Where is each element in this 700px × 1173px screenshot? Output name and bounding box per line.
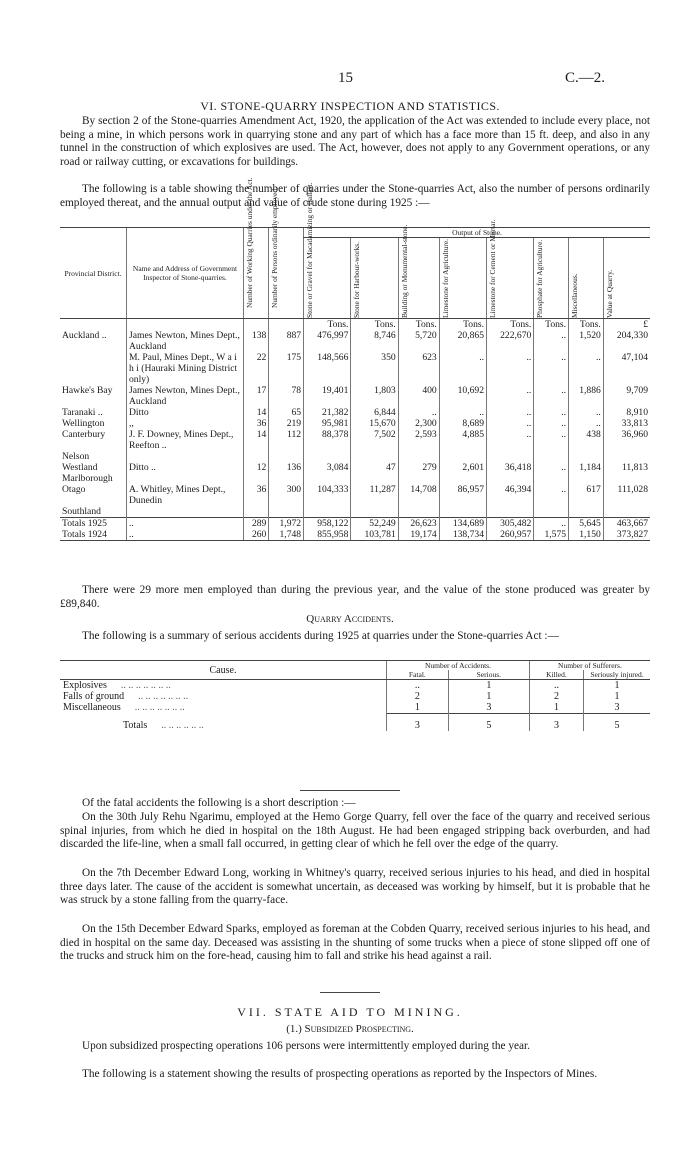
fatal-accidents-intro: Of the fatal accidents the following is a short description :—	[82, 797, 356, 809]
cell-phosphate: ..	[534, 352, 569, 385]
cell-lime-ag: 20,865	[439, 330, 486, 352]
section-6-paragraph-1: By section 2 of the Stone-quarries Amendment Act, 1920, the application of the Act was extended to include every place, not being a mine, in which persons work in quarrying stone and any part of which has a face more than 15 ft. deep, and also in any tunnel in the construction of which explosives are used. The Act, however, does not apply to any Government operations, or any road or railway cutting, or excavations for buildings.	[60, 115, 650, 168]
accident-cause: Miscellaneous	[63, 702, 121, 714]
cell-harbour: 15,670	[351, 418, 398, 429]
cell-building: 279	[398, 462, 439, 473]
table-row	[60, 506, 650, 518]
col-lime-cement: Limestone for Cement or Mortar.	[488, 219, 497, 318]
cell-district: Taranaki ..	[62, 407, 103, 418]
col-value: Value at Quarry.	[604, 269, 614, 318]
cell-phosphate: ..	[534, 407, 569, 418]
cell-quarries: 14	[244, 429, 269, 451]
cell-phosphate	[534, 506, 569, 518]
accident-description-2: On the 7th December Edward Long, working in Whitney's quarry, received serious injuries to his head, and died in hospital three days later. The cause of the accident is somewhat uncertain, as deceased was working by himself, but it is probable that he was struck by a stone falling from the quarry-face.	[60, 867, 650, 907]
cell-persons: 887	[269, 330, 304, 352]
cell-misc	[569, 451, 604, 462]
cell-phosphate: ..	[534, 330, 569, 352]
cell-macadam: 21,382	[304, 407, 351, 418]
accidents-row	[60, 702, 650, 714]
cell-lime-ag: ..	[439, 407, 486, 418]
cell-district: Westland	[62, 462, 98, 473]
col-persons: Number of Persons ordinarily employed.	[270, 187, 280, 308]
col-misc: Miscellaneous.	[570, 273, 580, 318]
totals-macadam: 855,958	[304, 529, 351, 541]
cell-value: 11,813	[603, 462, 650, 473]
table-row	[60, 352, 650, 385]
unit-label: Tons.	[351, 319, 398, 331]
cell-lime-cement: 36,418	[487, 462, 534, 473]
cell-lime-cement	[487, 473, 534, 484]
cell-quarries	[244, 451, 269, 462]
cell-phosphate: ..	[534, 429, 569, 451]
unit-label: Tons.	[569, 319, 604, 331]
cell-value: 8,910	[603, 407, 650, 418]
cell-persons: 300	[269, 484, 304, 506]
cell-misc: ..	[569, 407, 604, 418]
table-row	[60, 462, 650, 473]
accident-fatal: ..	[387, 680, 449, 692]
cell-persons: 175	[269, 352, 304, 385]
cell-quarries: 36	[244, 484, 269, 506]
cell-district: Nelson	[62, 451, 90, 462]
accident-injured: 3	[584, 702, 651, 714]
leader-dots: .. .. .. .. .. ..	[161, 719, 204, 731]
totals-label: Totals 1924	[60, 529, 127, 541]
accident-injured: 1	[584, 691, 651, 702]
cell-persons: 219	[269, 418, 304, 429]
accident-cause: Totals	[123, 719, 148, 731]
cell-lime-cement: 222,670	[487, 330, 534, 352]
accident-cause-cell	[60, 702, 387, 714]
totals-building: 26,623	[398, 518, 439, 530]
accident-killed: 2	[529, 691, 583, 702]
totals-misc: 5,645	[569, 518, 604, 530]
cell-lime-cement: ..	[487, 385, 534, 407]
cell-misc: 617	[569, 484, 604, 506]
cell-harbour	[351, 451, 398, 462]
cell-harbour: 7,502	[351, 429, 398, 451]
cell-value: 36,960	[603, 429, 650, 451]
cell-macadam	[304, 506, 351, 518]
col-killed: Killed.	[529, 670, 583, 680]
table-row	[60, 418, 650, 429]
cell-inspector: James Newton, Mines Dept., Auckland	[127, 330, 244, 352]
unit-label: £	[603, 319, 650, 331]
cell-building	[398, 506, 439, 518]
cell-macadam: 88,378	[304, 429, 351, 451]
totals-harbour: 103,781	[351, 529, 398, 541]
cell-district: Canterbury	[62, 429, 106, 440]
cell-building: 623	[398, 352, 439, 385]
cell-macadam: 148,566	[304, 352, 351, 385]
cell-harbour	[351, 506, 398, 518]
leader-dots: .. .. .. .. .. .. ..	[134, 702, 185, 714]
cell-lime-cement: ..	[487, 429, 534, 451]
cell-quarries	[244, 506, 269, 518]
col-fatal: Fatal.	[387, 670, 449, 680]
cell-macadam: 3,084	[304, 462, 351, 473]
cell-persons: 112	[269, 429, 304, 451]
totals-persons: 1,972	[269, 518, 304, 530]
cell-inspector: J. F. Downey, Mines Dept., Reefton ..	[127, 429, 244, 451]
page-number: 15	[338, 70, 353, 86]
cell-inspector: Ditto	[127, 407, 244, 418]
col-quarries: Number of Working Quarries under the Act.	[245, 177, 254, 308]
accident-injured: 5	[584, 714, 651, 732]
cell-macadam: 104,333	[304, 484, 351, 506]
cell-lime-cement	[487, 451, 534, 462]
unit-label: Tons.	[304, 319, 351, 331]
cell-misc: 1,886	[569, 385, 604, 407]
cell-value: 47,104	[603, 352, 650, 385]
cell-lime-cement: ..	[487, 352, 534, 385]
col-injured: Seriously injured.	[584, 670, 651, 680]
accidents-table-body	[60, 680, 650, 732]
table-row	[60, 451, 650, 462]
cell-building: 5,720	[398, 330, 439, 352]
accidents-row	[60, 680, 650, 692]
accident-killed: 3	[529, 714, 583, 732]
quarry-table-body	[60, 319, 650, 541]
totals-quarries: 260	[244, 529, 269, 541]
table-row	[60, 429, 650, 451]
cell-building	[398, 473, 439, 484]
cell-misc: 1,184	[569, 462, 604, 473]
cell-phosphate: ..	[534, 385, 569, 407]
totals-quarries: 289	[244, 518, 269, 530]
cell-lime-ag: 10,692	[439, 385, 486, 407]
cell-quarries	[244, 473, 269, 484]
cell-building: 400	[398, 385, 439, 407]
accident-cause-cell	[60, 691, 387, 702]
col-cause: Cause.	[60, 661, 387, 680]
cell-district: Marlborough	[62, 473, 113, 484]
cell-value: 204,330	[603, 330, 650, 352]
cell-harbour: 6,844	[351, 407, 398, 418]
cell-persons: 136	[269, 462, 304, 473]
cell-lime-ag: 4,885	[439, 429, 486, 451]
accident-description-1: On the 30th July Rehu Ngarimu, employed at the Hemo Gorge Quarry, fell over the face of the quarry and received serious spinal injuries, from which he died in hospital on the 18th August. He had been engaged stripping back overburden, and had discarded the life-line, when a small fall occurred, in getting clear of which he fell over the edge of the quarry.	[60, 811, 650, 851]
col-lime-ag: Limestone for Agriculture.	[440, 238, 450, 318]
cell-lime-cement	[487, 506, 534, 518]
cell-inspector: M. Paul, Mines Dept., W a i h i (Hauraki Mining District only)	[127, 352, 244, 385]
divider	[300, 790, 400, 791]
cell-harbour: 11,287	[351, 484, 398, 506]
totals-building: 19,174	[398, 529, 439, 541]
page-header	[0, 70, 700, 90]
cell-lime-ag	[439, 473, 486, 484]
col-inspector: Name and Address of Government Inspector of Stone-quarries.	[127, 228, 244, 319]
cell-quarries: 12	[244, 462, 269, 473]
totals-dots: ..	[127, 529, 244, 541]
leader-dots: .. .. .. .. .. .. ..	[138, 691, 189, 702]
cell-persons: 65	[269, 407, 304, 418]
cell-phosphate: ..	[534, 418, 569, 429]
totals-phosphate: ..	[534, 518, 569, 530]
totals-harbour: 52,249	[351, 518, 398, 530]
cell-lime-cement: ..	[487, 407, 534, 418]
cell-inspector	[127, 506, 244, 518]
cell-macadam: 476,997	[304, 330, 351, 352]
cell-lime-ag	[439, 451, 486, 462]
table-row	[60, 330, 650, 352]
col-serious: Serious.	[448, 670, 529, 680]
cell-quarries: 17	[244, 385, 269, 407]
accident-killed: ..	[529, 680, 583, 692]
cell-harbour: 8,746	[351, 330, 398, 352]
cell-lime-cement: 46,394	[487, 484, 534, 506]
output-header: Output of Stone.	[304, 228, 650, 238]
cell-misc: 438	[569, 429, 604, 451]
accidents-total-row	[60, 714, 650, 732]
accident-fatal: 1	[387, 702, 449, 714]
accident-cause-cell	[60, 714, 387, 732]
col-harbour: Stone for Harbour-works.	[352, 242, 362, 318]
cell-inspector: ,,	[127, 418, 244, 429]
totals-phosphate: 1,575	[534, 529, 569, 541]
cell-harbour: 1,803	[351, 385, 398, 407]
section-7-subtitle: (1.) Subsidized Prospecting.	[286, 1023, 414, 1035]
cell-misc: 1,520	[569, 330, 604, 352]
cell-district: Southland	[62, 506, 101, 517]
totals-lime-ag: 134,689	[439, 518, 486, 530]
cell-inspector: James Newton, Mines Dept., Auckland	[127, 385, 244, 407]
cell-value: 111,028	[603, 484, 650, 506]
totals-dots: ..	[127, 518, 244, 530]
totals-macadam: 958,122	[304, 518, 351, 530]
cell-phosphate	[534, 473, 569, 484]
cell-misc: ..	[569, 418, 604, 429]
totals-value: 373,827	[603, 529, 650, 541]
cell-phosphate: ..	[534, 462, 569, 473]
cell-lime-ag	[439, 506, 486, 518]
cell-persons	[269, 506, 304, 518]
section-6-title: VI. STONE-QUARRY INSPECTION AND STATISTICS.	[200, 99, 500, 113]
accident-cause-cell	[60, 680, 387, 692]
cell-macadam	[304, 473, 351, 484]
cell-value: 9,709	[603, 385, 650, 407]
col-phosphate: Phosphate for Agriculture.	[535, 239, 545, 318]
accidents-intro: The following is a summary of serious accidents during 1925 at quarries under the Stone-quarries Act :—	[82, 630, 559, 642]
cell-district: Hawke's Bay	[62, 385, 113, 396]
cell-lime-cement: ..	[487, 418, 534, 429]
unit-label: Tons.	[534, 319, 569, 331]
col-district: Provincial District.	[60, 228, 127, 319]
cell-lime-ag: 86,957	[439, 484, 486, 506]
totals-lime-cement: 260,957	[487, 529, 534, 541]
cell-value	[603, 506, 650, 518]
units-row	[60, 319, 650, 331]
unit-label: Tons.	[439, 319, 486, 331]
unit-label: Tons.	[487, 319, 534, 331]
col-num-accidents: Number of Accidents.	[387, 661, 530, 671]
cell-building: 14,708	[398, 484, 439, 506]
cell-misc	[569, 473, 604, 484]
cell-inspector	[127, 451, 244, 462]
cell-persons: 78	[269, 385, 304, 407]
totals-lime-ag: 138,734	[439, 529, 486, 541]
cell-inspector: A. Whitley, Mines Dept., Dunedin	[127, 484, 244, 506]
cell-quarries: 138	[244, 330, 269, 352]
cell-macadam: 95,981	[304, 418, 351, 429]
unit-label: Tons.	[398, 319, 439, 331]
cell-quarries: 22	[244, 352, 269, 385]
accidents-heading: Quarry Accidents.	[306, 613, 394, 625]
table-row	[60, 473, 650, 484]
totals-label: Totals 1925	[60, 518, 127, 530]
cell-quarries: 14	[244, 407, 269, 418]
cell-inspector	[127, 473, 244, 484]
cell-value	[603, 473, 650, 484]
col-macadam: Stone or Gravel for Macadamizing or Ballast.	[305, 182, 315, 318]
cell-harbour: 350	[351, 352, 398, 385]
cell-macadam: 19,401	[304, 385, 351, 407]
cell-building	[398, 451, 439, 462]
accident-serious: 1	[448, 680, 529, 692]
table-row	[60, 385, 650, 407]
cell-lime-ag: 2,601	[439, 462, 486, 473]
accident-serious: 1	[448, 691, 529, 702]
accident-killed: 1	[529, 702, 583, 714]
cell-lime-ag: ..	[439, 352, 486, 385]
cell-building: ..	[398, 407, 439, 418]
totals-lime-cement: 305,482	[487, 518, 534, 530]
cell-quarries: 36	[244, 418, 269, 429]
accident-serious: 5	[448, 714, 529, 732]
cell-misc	[569, 506, 604, 518]
paragraph-after-table: There were 29 more men employed than during the previous year, and the value of the stone produced was greater by £89,840.	[60, 584, 650, 610]
totals-value: 463,667	[603, 518, 650, 530]
accident-serious: 3	[448, 702, 529, 714]
cell-phosphate: ..	[534, 484, 569, 506]
accident-injured: 1	[584, 680, 651, 692]
accidents-row	[60, 691, 650, 702]
cell-district: Otago	[62, 484, 86, 495]
accident-cause: Falls of ground	[63, 691, 125, 702]
cell-phosphate	[534, 451, 569, 462]
section-7-title: VII. STATE AID TO MINING.	[237, 1005, 463, 1019]
cell-lime-ag: 8,689	[439, 418, 486, 429]
section-6-paragraph-2: The following is a table showing the number of quarries under the Stone-quarries Act, also the number of persons ordinarily employed thereat, and the annual output and value of crude stone during 1925 :—	[60, 183, 650, 209]
cell-persons	[269, 473, 304, 484]
cell-macadam	[304, 451, 351, 462]
section-code: C.—2.	[565, 70, 606, 86]
accident-cause: Explosives	[63, 680, 107, 691]
divider	[320, 992, 380, 993]
col-num-sufferers: Number of Sufferers.	[529, 661, 650, 671]
totals-row	[60, 518, 650, 530]
cell-inspector: Ditto ..	[127, 462, 244, 473]
cell-misc: ..	[569, 352, 604, 385]
section-7-paragraph-1: Upon subsidized prospecting operations 106 persons were intermittently employed during the year.	[82, 1040, 531, 1052]
section-7-paragraph-2: The following is a statement showing the results of prospecting operations as reported by the Inspectors of Mines.	[82, 1068, 598, 1080]
accident-fatal: 3	[387, 714, 449, 732]
table-row	[60, 484, 650, 506]
table-row	[60, 407, 650, 418]
leader-dots: .. .. .. .. .. .. ..	[120, 680, 171, 691]
cell-district: Wellington	[62, 418, 105, 429]
col-building: Building or Monumental-stone.	[399, 224, 409, 318]
cell-building: 2,593	[398, 429, 439, 451]
accident-description-3: On the 15th December Edward Sparks, employed as foreman at the Cobden Quarry, received serious injuries to his head, and died in hospital on the same day. Deceased was assisting in the shunting of some trucks when a piece of stone slipped off one of the trucks and struck him on the fore-head, causing him to fall and strike his head against a rail.	[60, 923, 650, 963]
totals-row	[60, 529, 650, 541]
totals-misc: 1,150	[569, 529, 604, 541]
totals-persons: 1,748	[269, 529, 304, 541]
cell-value	[603, 451, 650, 462]
cell-building: 2,300	[398, 418, 439, 429]
cell-persons	[269, 451, 304, 462]
accident-fatal: 2	[387, 691, 449, 702]
cell-district: Auckland ..	[62, 330, 107, 341]
cell-value: 33,813	[603, 418, 650, 429]
cell-harbour	[351, 473, 398, 484]
cell-district	[60, 352, 127, 385]
cell-harbour: 47	[351, 462, 398, 473]
accidents-table	[60, 660, 650, 731]
